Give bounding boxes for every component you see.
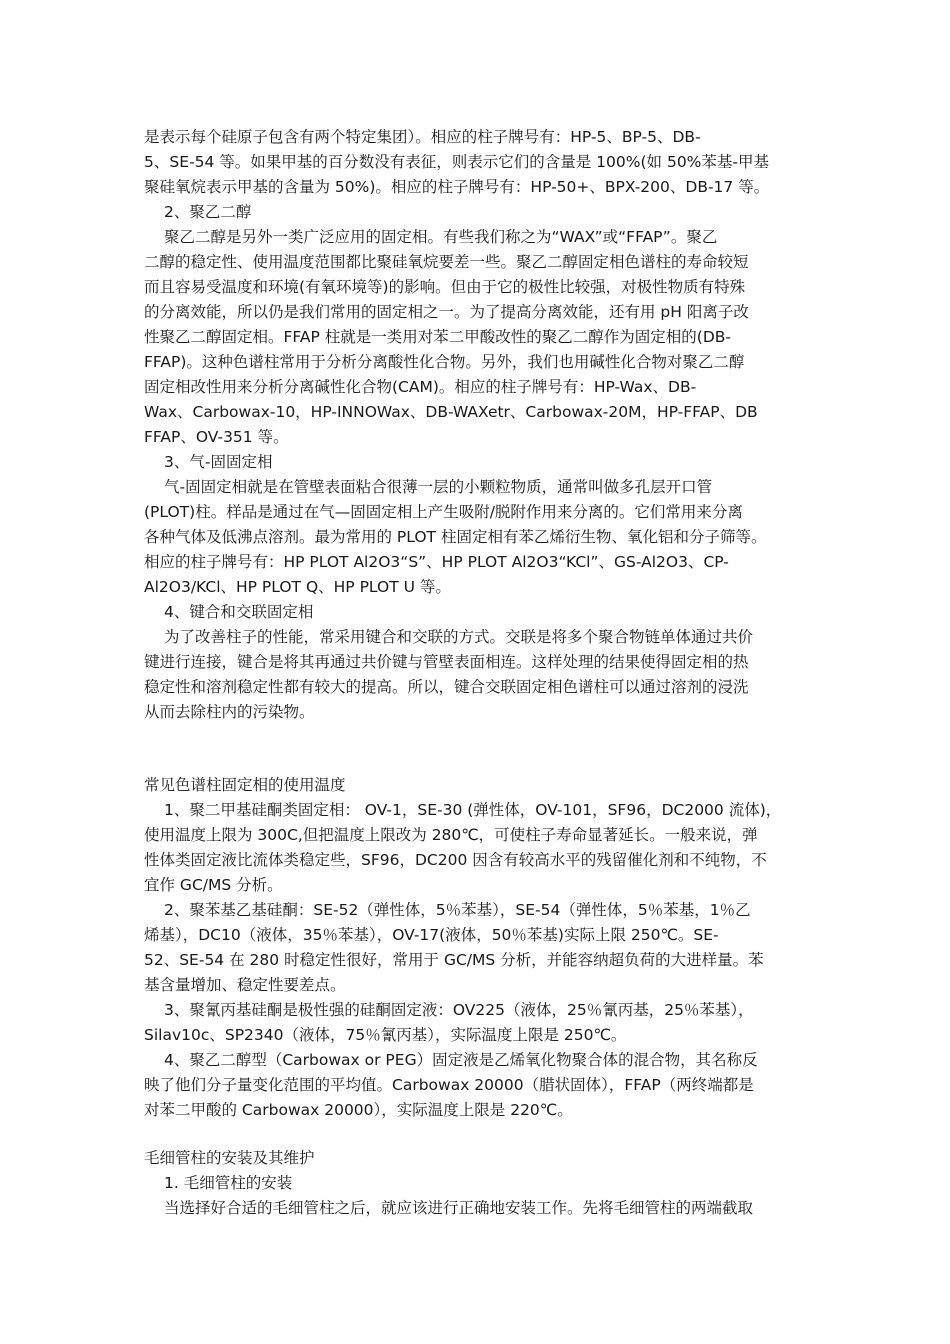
subheading: 4、键合和交联固定相 [164,603,314,621]
text-line: 聚硅氧烷表示甲基的含量为 50%)。相应的柱子牌号有：HP-50+、BPX-200、DB-17 等。 [144,178,770,196]
text-line: 3、聚氰丙基硅酮是极性强的硅酮固定液：OV225（液体，25％氰丙基，25％苯基）， [164,1001,754,1019]
text-line: 当选择好合适的毛细管柱之后，就应该进行正确地安装工作。先将毛细管柱的两端截取 [164,1199,754,1217]
text-line: 聚乙二醇是另外一类广泛应用的固定相。有些我们称之为“WAX”或“FFAP”。聚乙 [164,228,718,246]
text-line: 基含量增加、稳定性要差点。 [144,976,346,994]
subheading: 1. 毛细管柱的安装 [164,1174,293,1192]
text-line: FFAP)。这种色谱柱常用于分析分离酸性化合物。另外，我们也用碱性化合物对聚乙二醇 [144,353,745,371]
text-line: 对苯二甲酸的 Carbowax 20000），实际温度上限是 220℃。 [144,1101,573,1119]
text-line: 4、聚乙二醇型（Carbowax or PEG）固定液是乙烯氧化物聚合体的混合物，其名称反 [164,1051,758,1069]
text-line: (PLOT)柱。样品是通过在气—固固定相上产生吸附/脱附作用来分离的。它们常用来分离 [144,503,743,521]
subheading: 2、聚乙二醇 [164,203,252,221]
text-line: 而且容易受温度和环境(有氧环境等)的影响。但由于它的极性比较强，对极性物质有特殊 [144,278,746,296]
text-line: Wax、Carbowax-10，HP-INNOWax、DB-WAXetr、Carbowax-20M，HP-FFAP、DB [144,403,758,421]
text-line: 性体类固定液比流体类稳定些，SF96，DC200 因含有较高水平的残留催化剂和不纯物，不 [144,851,767,869]
text-line: 气-固固定相就是在管壁表面粘合很薄一层的小颗粒物质，通常叫做多孔层开口管 [164,478,713,496]
text-line: Silav10c、SP2340（液体，75％氰丙基），实际温度上限是 250℃。 [144,1026,627,1044]
text-line: 52、SE-54 在 280 时稳定性很好，常用于 GC/MS 分析，并能容纳超负荷的大进样量。苯 [144,951,764,969]
text-line: 的分离效能，所以仍是我们常用的固定相之一。为了提高分离效能，还有用 pH 阳离子改 [144,303,749,321]
text-line: 相应的柱子牌号有：HP PLOT Al2O3“S”、HP PLOT Al2O3“KCl”、GS-Al2O3、CP- [144,553,729,571]
text-line: 2、聚苯基乙基硅酮：SE-52（弹性体，5％苯基），SE-54（弹性体，5％苯基，1％乙 [164,901,751,919]
text-line: 键进行连接，键合是将其再通过共价键与管壁表面相连。这样处理的结果使得固定相的热 [144,653,749,671]
text-line: 稳定性和溶剂稳定性都有较大的提高。所以，键合交联固定相色谱柱可以通过溶剂的浸洗 [144,678,749,696]
text-line: 固定相改性用来分析分离碱性化合物(CAM)。相应的柱子牌号有：HP-Wax、DB- [144,378,697,396]
text-line: 1、聚二甲基硅酮类固定相： OV-1，SE-30 (弹性体，OV-101，SF96，DC2000 流体)， [164,801,782,819]
text-line: 是表示每个硅原子包含有两个特定集团）。相应的柱子牌号有：HP-5、BP-5、DB- [144,128,701,146]
section-heading: 毛细管柱的安装及其维护 [144,1149,315,1167]
text-line: 性聚乙二醇固定相。FFAP 柱就是一类用对苯二甲酸改性的聚乙二醇作为固定相的(DB- [144,328,731,346]
text-line: 二醇的稳定性、使用温度范围都比聚硅氧烷要差一些。聚乙二醇固定相色谱柱的寿命较短 [144,253,749,271]
text-line: FFAP、OV-351 等。 [144,428,289,446]
text-line: 烯基），DC10（液体，35％苯基），OV-17(液体，50％苯基)实际上限 250℃。SE- [144,926,719,944]
subheading: 3、气-固固定相 [164,453,273,471]
text-line: 为了改善柱子的性能，常采用键合和交联的方式。交联是将多个聚合物链单体通过共价 [164,628,754,646]
text-line: 映了他们分子量变化范围的平均值。Carbowax 20000（腊状固体），FFAP（两终端都是 [144,1076,754,1094]
text-line: 5、SE-54 等。如果甲基的百分数没有表征，则表示它们的含量是 100%(如 50%苯基-甲基 [144,153,769,171]
text-line: 使用温度上限为 300C,但把温度上限改为 280℃，可使柱子寿命显著延长。一般来说，弹 [144,826,758,844]
text-line: Al2O3/KCl、HP PLOT Q、HP PLOT U 等。 [144,578,451,596]
section-heading: 常见色谱柱固定相的使用温度 [144,776,346,794]
text-line: 从而去除柱内的污染物。 [144,703,315,721]
text-line: 宜作 GC/MS 分析。 [144,876,283,894]
text-line: 各种气体及低沸点溶剂。最为常用的 PLOT 柱固定相有苯乙烯衍生物、氧化铝和分子筛等。 [144,528,767,546]
